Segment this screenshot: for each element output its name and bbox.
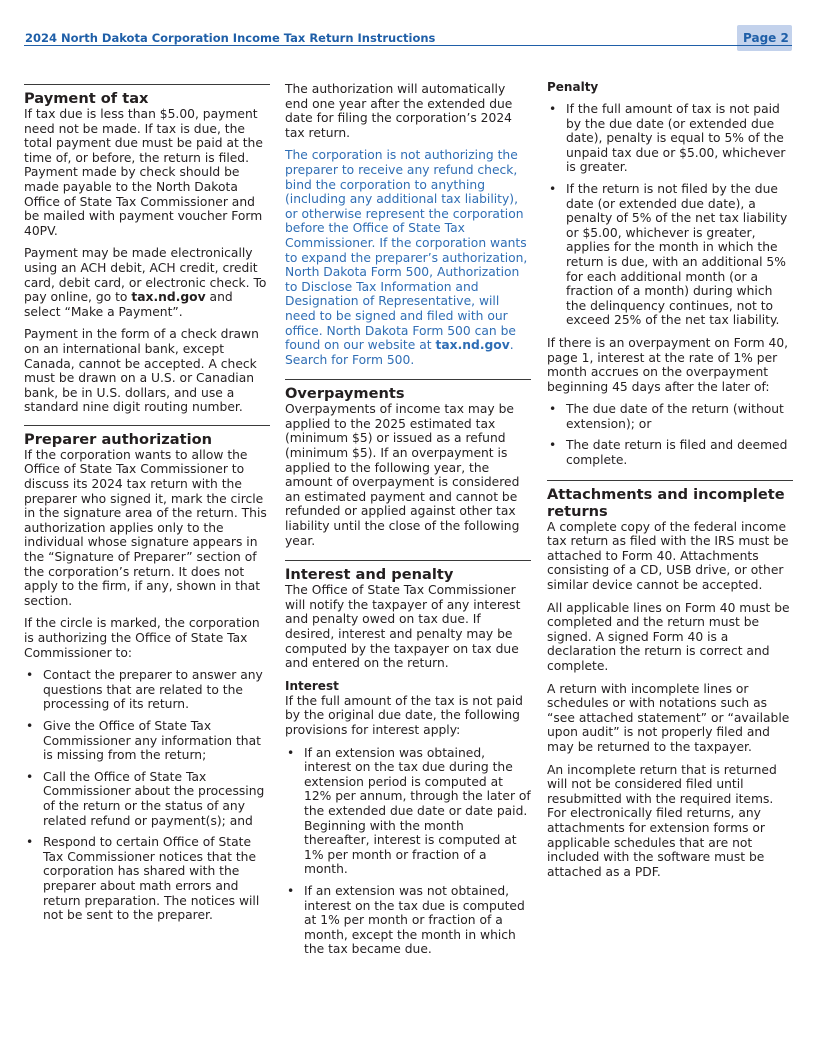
preparer-authorization-list (24, 668, 270, 923)
authorization-end-paragraph: The authorization will automatically end one year after the extended due date for filing the corporation’s 2024 tax return. (285, 82, 513, 140)
list-item: • If the full amount of tax is not paid by the due date (or extended due date), penalty is equal to 5% of the unpaid tax due or $5.00, whichever is greater. (547, 102, 793, 175)
heading-overpayments: Overpayments (285, 385, 405, 403)
list-item: • Call the Office of State Tax Commissioner about the processing of the return or the status of any related refund or payment(s); and (24, 770, 270, 828)
section-divider (24, 425, 270, 426)
attachments-paragraph-3: A return with incomplete lines or schedules or with notations such as “see attached statement” or “available upon audit” is not properly filed and may be returned to the taxpayer. (547, 681, 790, 754)
attachments-paragraph-1: A complete copy of the federal income tax return as filed with the IRS must be attached to Form 40. Attachments consisting of a CD, USB drive, or other similar device cannot be accepted. (547, 519, 789, 593)
payment-paragraph-2-text-end: and select “Make a Payment”. (24, 290, 233, 319)
authorization-scope-paragraph (285, 148, 531, 367)
list-item: • The due date of the return (without extension); or (547, 402, 793, 431)
overpayments-paragraph: Overpayments of income tax may be applied to the 2025 estimated tax (minimum $5) or issued as a refund (minimum $5). If an overpayment is applied to the following year, the amount of overpayment is considered an estimated payment and cannot be refunded or applied against other tax liability until the close of the following year. (285, 402, 520, 548)
section-divider (547, 480, 793, 481)
page-number-tab (737, 25, 792, 51)
section-divider (285, 560, 531, 561)
list-item: • Give the Office of State Tax Commissioner any information that is missing from the return; (24, 719, 270, 763)
page-number-label: Page 2 (743, 31, 789, 45)
list-item: • Respond to certain Office of State Tax Commissioner notices that the corporation has shared with the preparer about math errors and return preparation. The notices will not be sent to the preparer. (24, 835, 270, 923)
column-left (24, 80, 270, 931)
tax-nd-gov-link[interactable]: tax.nd.gov (131, 290, 206, 305)
section-divider (24, 84, 270, 85)
payment-paragraph-2 (24, 246, 270, 319)
list-item: • Contact the preparer to answer any questions that are related to the processing of its return. (24, 668, 270, 712)
payment-paragraph-3: Payment in the form of a check drawn on an international bank, except Canada, cannot be accepted. A check must be drawn on a U.S. or Canadian bank, be in U.S. dollars, and use a standard nine digit routing number. (24, 327, 259, 415)
overpayment-interest-paragraph: If there is an overpayment on Form 40, page 1, interest at the rate of 1% per month accrues on the overpayment beginning 45 days after the later of: (547, 335, 789, 394)
overpayment-interest-list (547, 402, 793, 467)
subheading-penalty: Penalty (547, 80, 599, 94)
heading-payment-of-tax: Payment of tax (24, 90, 149, 107)
column-middle (285, 82, 531, 965)
payment-paragraph-1: If tax due is less than $5.00, payment need not be made. If tax is due, the total payment due must be paid at the time of, or before, the return is filed. Payment made by check should be made payable to the North Dakota Office of State Tax Commissioner and be mailed with payment voucher Form 40PV. (24, 107, 263, 238)
subheading-interest: Interest (285, 678, 339, 693)
preparer-paragraph-2: If the circle is marked, the corporation is authorizing the Office of State Tax Commissioner to: (24, 616, 260, 660)
column-right (547, 80, 793, 887)
section-divider (285, 379, 531, 380)
attachments-paragraph-2: All applicable lines on Form 40 must be completed and the return must be signed. A signed Form 40 is a declaration the return is correct and complete. (547, 600, 790, 673)
list-item: • If the return is not filed by the due date (or extended due date), a penalty of 5% of the net tax liability or $5.00, whichever is greater, applies for the month in which the return is due, with an additional 5% for each additional month (or a fraction of a month) during which the delinquency continues, not to exceed 25% of the net tax liability. (547, 182, 793, 328)
authorization-scope-text: The corporation is not authorizing the preparer to receive any refund check, bind the corporation to anything (including any additional tax liability), or otherwise represent the corporation before the Office of State Tax Commissioner. If the corporation wants to expand the preparer’s authorization, North Dakota Form 500, Authorization to Disclose Tax Information and Designation of Representative, will need to be signed and filed with our office. North Dakota Form 500 can be found on our website at (285, 148, 528, 353)
heading-preparer-authorization: Preparer authorization (24, 430, 213, 448)
heading-attachments-and-incomplete-returns: Attachments and incomplete returns (547, 485, 785, 520)
interest-list (285, 746, 531, 957)
preparer-paragraph-1: If the corporation wants to allow the Office of State Tax Commissioner to discuss its 2024 tax return with the preparer who signed it, mark the circle in the signature area of the return. This authorization applies only to the individual whose signature appears in the “Signature of Preparer” section of the corporation’s return. It does not apply to the firm, if any, shown in that section. (24, 447, 267, 608)
document-header-title: 2024 North Dakota Corporation Income Tax Return Instructions (25, 31, 436, 45)
tax-nd-gov-link[interactable]: tax.nd.gov (435, 338, 510, 353)
attachments-paragraph-4: An incomplete return that is returned will not be considered filed until resubmitted with the required items. For electronically filed returns, any attachments for extension forms or applicable schedules that are not included with the software must be attached as a PDF. (547, 762, 777, 879)
payment-paragraph-2-text: Payment may be made electronically using an ACH debit, ACH credit, credit card, debit card, or electronic check. To pay online, go to (24, 246, 267, 305)
penalty-list (547, 102, 793, 328)
interest-paragraph: If the full amount of the tax is not paid by the original due date, the following provisions for interest apply: (285, 693, 523, 737)
authorization-scope-text-end: . Search for Form 500. (285, 338, 514, 367)
list-item: • The date return is filed and deemed complete. (547, 438, 793, 467)
interest-penalty-paragraph: The Office of State Tax Commissioner will notify the taxpayer of any interest and penalty owed on tax due. If desired, interest and penalty may be computed by the taxpayer on tax due and entered on the return. (285, 583, 521, 671)
heading-interest-and-penalty: Interest and penalty (285, 566, 454, 584)
list-item: • If an extension was not obtained, interest on the tax due is computed at 1% per month or fraction of a month, except the month in which the tax became due. (285, 884, 531, 957)
header-divider (24, 45, 792, 46)
list-item: • If an extension was obtained, interest on the tax due during the extension period is computed at 12% per annum, through the later of the extended due date or date paid. Beginning with the month thereafter, interest is computed at 1% per month or fraction of a month. (285, 746, 531, 877)
